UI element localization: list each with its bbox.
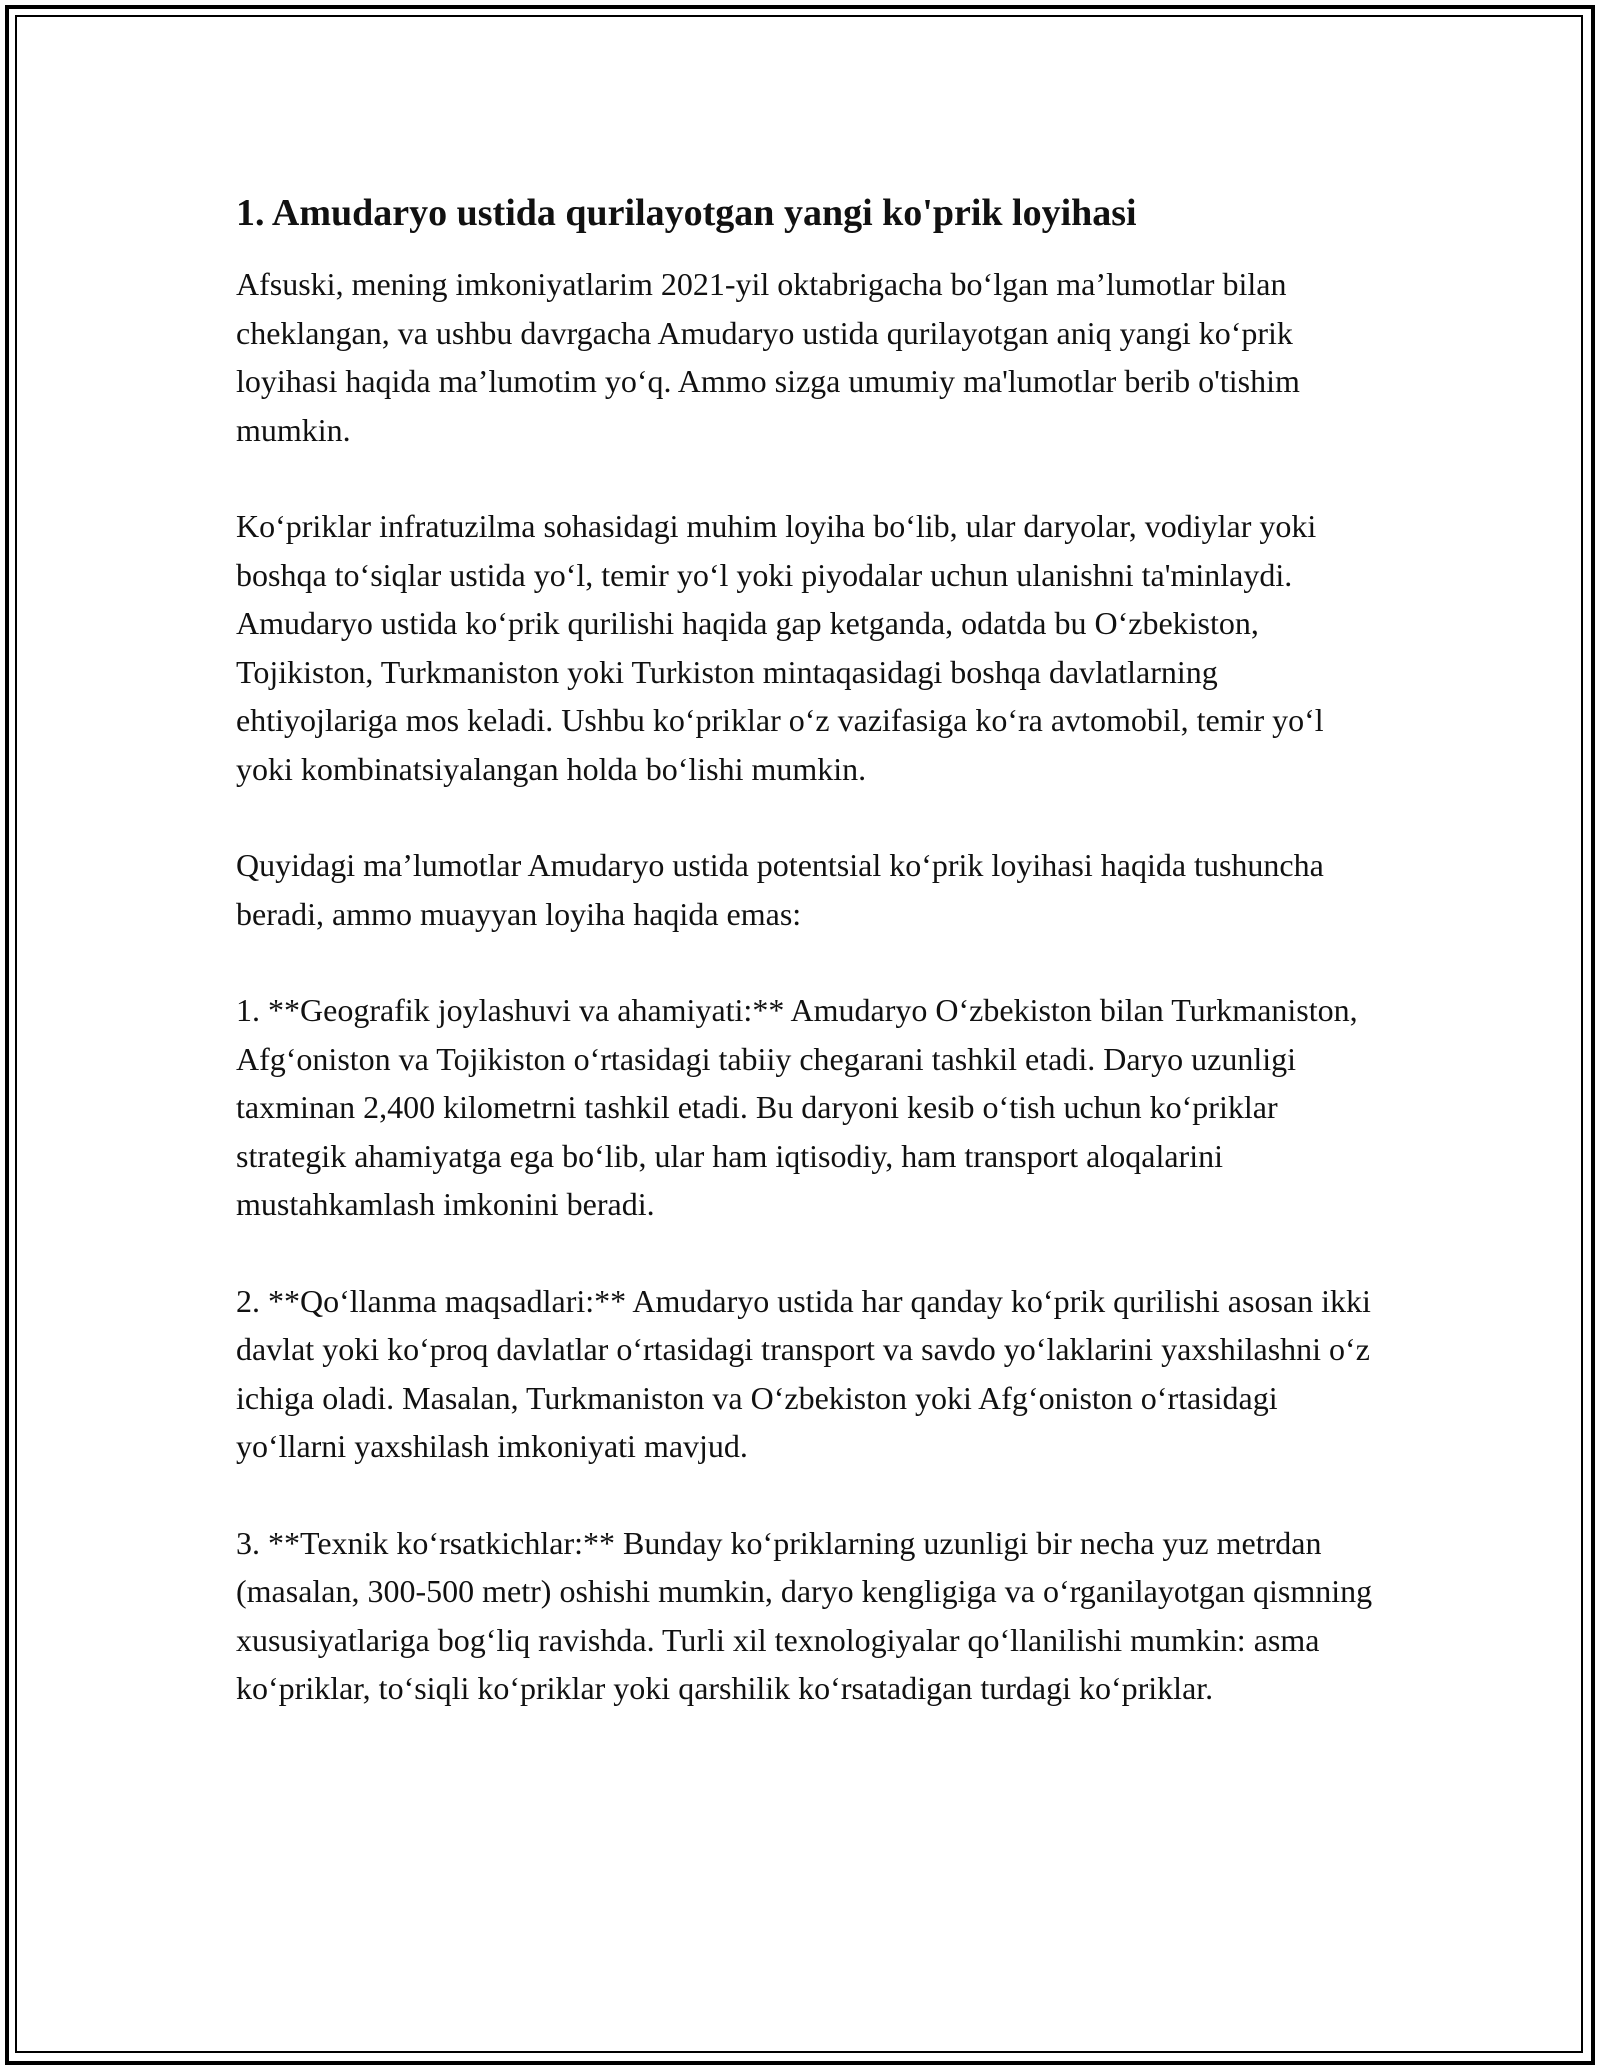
document-title: 1. Amudaryo ustida qurilayotgan yangi ko'prik loyihasi [236, 192, 1137, 234]
document-body [236, 188, 1376, 1761]
paragraph-intro: Afsuski, mening imkoniyatlarim 2021-yil oktabrigacha boʻlgan maʼlumotlar bilan cheklangan, va ushbu davrgacha Amudaryo ustida qurilayotgan aniq yangi koʻprik loyihasi haqida maʼlumotim yoʻq. Ammo sizga umumiy ma'lumotlar berib o'tishim mumkin. [236, 266, 1300, 448]
paragraph-bridges-overview: Koʻpriklar infratuzilma sohasidagi muhim loyiha boʻlib, ular daryolar, vodiylar yoki boshqa toʻsiqlar ustida yoʻl, temir yoʻl yoki piyodalar uchun ulanishni ta'minlaydi. Amudaryo ustida koʻprik qurilishi haqida gap ketganda, odatda bu Oʻzbekiston, Tojikiston, Turkmaniston yoki Turkiston mintaqasidagi boshqa davlatlarning ehtiyojlariga mos keladi. Ushbu koʻpriklar oʻz vazifasiga koʻra avtomobil, temir yoʻl yoki kombinatsiyalangan holda boʻlishi mumkin. [236, 508, 1324, 787]
list-item-purposes: 2. **Qoʻllanma maqsadlari:** Amudaryo ustida har qanday koʻprik qurilishi asosan ikki davlat yoki koʻproq davlatlar oʻrtasidagi transport va savdo yoʻlaklarini yaxshilashni oʻz ichiga oladi. Masalan, Turkmaniston va Oʻzbekiston yoki Afgʻoniston oʻrtasidagi yoʻllarni yaxshilash imkoniyati mavjud. [236, 1282, 1371, 1464]
paragraph-info-lead: Quyidagi maʼlumotlar Amudaryo ustida potentsial koʻprik loyihasi haqida tushuncha beradi, ammo muayyan loyiha haqida emas: [236, 847, 1324, 932]
list-item-technical: 3. **Texnik koʻrsatkichlar:** Bunday koʻpriklarning uzunligi bir necha yuz metrdan (masalan, 300-500 metr) oshishi mumkin, daryo kengligiga va oʻrganilayotgan qismning xususiyatlariga bogʻliq ravishda. Turli xil texnologiyalar qoʻllanilishi mumkin: asma koʻpriklar, toʻsiqli koʻpriklar yoki qarshilik koʻrsatadigan turdagi koʻpriklar. [236, 1524, 1373, 1706]
list-item-geography: 1. **Geografik joylashuvi va ahamiyati:** Amudaryo Oʻzbekiston bilan Turkmaniston, Afgʻoniston va Tojikiston oʻrtasidagi tabiiy chegarani tashkil etadi. Daryo uzunligi taxminan 2,400 kilometrni tashkil etadi. Bu daryoni kesib oʻtish uchun koʻpriklar strategik ahamiyatga ega boʻlib, ular ham iqtisodiy, ham transport aloqalarini mustahkamlash imkonini beradi. [236, 992, 1358, 1222]
